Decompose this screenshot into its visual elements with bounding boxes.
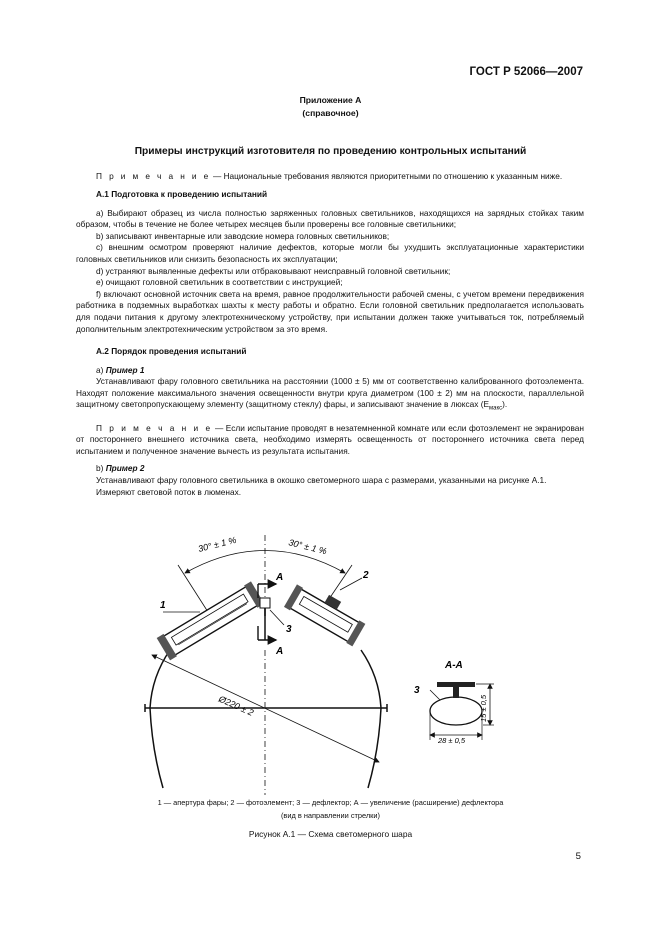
a1-item-e: е) очищают головной светильник в соответствии с инструкцией; bbox=[96, 277, 343, 288]
photocell bbox=[284, 578, 369, 646]
section-mark-top: А bbox=[276, 572, 284, 583]
note-1-label: П р и м е ч а н и е bbox=[96, 171, 211, 181]
example-2-label: Пример 2 bbox=[105, 463, 145, 474]
angle-right-label: 30° ± 1 % bbox=[287, 537, 328, 557]
section-aa-label-3: 3 bbox=[414, 685, 420, 696]
example-1-text-end: ). bbox=[502, 399, 508, 410]
example-1-prefix: а) bbox=[96, 364, 106, 375]
section-a2-heading: А.2 Порядок проведения испытаний bbox=[96, 346, 247, 356]
figure-caption-line-1: 1 — апертура фары; 2 — фотоэлемент; 3 — дефлектор; А — увеличение (расширение) дефлектора bbox=[157, 798, 504, 807]
figure-title: Рисунок А.1 — Схема светомерного шара bbox=[248, 829, 413, 839]
note-1 bbox=[76, 171, 584, 183]
note-2-text: — Если испытание проводят в незатемненной комнате или если фотоэлемент не экранирован от постороннего внешнего источника света, необходимо измерять освещенность от постороннего источника света перед испытанием и полученное значение вычесть из результата испытания. bbox=[76, 422, 584, 456]
a1-item-a: а) Выбирают образец из числа полностью заряженных головных светильников, находящихся на зарядных стойках таким образом, чтобы в течение не более четырех месяцев были проверены все головные светильники; bbox=[76, 207, 584, 230]
dim-height-label: 15 ± 0,5 bbox=[479, 694, 488, 722]
section-mark-bottom: А bbox=[276, 646, 284, 657]
page-title: Примеры инструкций изготовителя по проведению контрольных испытаний bbox=[134, 146, 527, 157]
figure-caption-line-2: (вид в направлении стрелки) bbox=[280, 811, 381, 820]
a1-item-d: d) устраняют выявленные дефекты или отбраковывают неисправный головной светильник; bbox=[96, 265, 451, 276]
page-number: 5 bbox=[575, 851, 581, 862]
diameter-label: Ø220 ± 2 bbox=[217, 693, 256, 718]
e-max-subscript: макс bbox=[489, 406, 503, 413]
example-1-label: Пример 1 bbox=[105, 364, 145, 375]
example-2-text-1: Устанавливают фару головного светильника в окошко светомерного шара с размерами, указанными на рисунке А.1. bbox=[96, 475, 547, 485]
example-2-text-2: Измеряют световой поток в люменах. bbox=[96, 486, 242, 497]
section-marker bbox=[258, 584, 276, 640]
note-1-text: — Национальные требования являются приоритетными по отношению к указанным ниже. bbox=[210, 171, 563, 181]
section-a2 bbox=[76, 346, 584, 498]
section-a1-heading: А.1 Подготовка к проведению испытаний bbox=[96, 189, 268, 199]
a1-item-f: f) включают основной источник света на время, равное продолжительности рабочей смены, с учетом времени передвижения работника в подземных выработках шахты к месту работы и обратно. Если головной светильник предполагается использовать для подачи питания к другому электротехническому устройству, при испытании должен также учитываться ток, потребляемый дополнительным электротехническим устройством за это время. bbox=[76, 288, 584, 334]
angle-left-label: 30° ± 1 % bbox=[197, 534, 238, 554]
appendix-title: Приложение А bbox=[299, 95, 362, 105]
headlamp-aperture bbox=[157, 581, 265, 660]
deflector bbox=[260, 598, 284, 625]
example-2-prefix: b) bbox=[96, 463, 106, 474]
label-2: 2 bbox=[363, 570, 369, 581]
example-1-text: Устанавливают фару головного светильника на расстоянии (1000 ± 5) мм от соответственно калиброванного фотоэлемента. Находят положение максимального значения освещенности внутри круга диаметром (100 ± 2) мм на плоскости, параллельной защитному светопропускающему элементу (защитному стеклу) фары, и записывают значение в люксах (Е bbox=[76, 376, 584, 410]
label-1: 1 bbox=[160, 600, 166, 611]
note-2-label: П р и м е ч а н и е bbox=[96, 422, 213, 433]
a1-item-b: b) записывают инвентарные или заводские номера головных светильников; bbox=[96, 230, 390, 241]
document-header: ГОСТ Р 52066—2007 bbox=[469, 66, 583, 78]
dim-width-label: 28 ± 0,5 bbox=[438, 736, 466, 745]
section-aa-title: А-А bbox=[445, 660, 463, 671]
figure-a1-diagram bbox=[0, 520, 661, 800]
a1-item-c: с) внешним осмотром проверяют наличие дефектов, которые могли бы ухудшить эксплуатационные характеристики головных светильников или снизить безопасность их эксплуатации; bbox=[76, 242, 584, 264]
appendix-subtitle: (справочное) bbox=[302, 108, 359, 118]
section-a1 bbox=[76, 189, 584, 335]
label-3: 3 bbox=[286, 624, 292, 635]
